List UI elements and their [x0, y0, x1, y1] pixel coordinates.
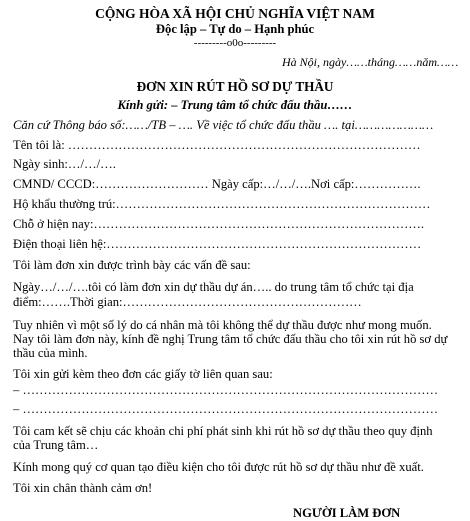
paragraph-2-line-1: Tuy nhiên vì một số lý do cá nhân mà tôi không thể dự thầu được như mong muốn.: [13, 318, 432, 332]
paragraph-3-line-2: của Trung tâm…: [13, 438, 99, 452]
attachments-intro: Tôi xin gửi kèm theo đơn các giấy tờ liên quan sau:: [13, 367, 273, 381]
intro-line: Tôi làm đơn xin được trình bày các vấn đề sau:: [13, 258, 251, 272]
nation-header: CỘNG HÒA XÃ HỘI CHỦ NGHĨA VIỆT NAM: [95, 6, 375, 21]
basis-line: Căn cứ Thông báo số:……/TB – …. Về việc tổ chức đấu thầu …. tại…………………: [13, 118, 434, 132]
attachment-line-2: – ………………………………………………………………………………………: [13, 402, 439, 416]
separator: ---------o0o---------: [193, 37, 277, 49]
signer-label: NGƯỜI LÀM ĐƠN: [293, 506, 401, 520]
paragraph-5: Tôi xin chân thành cảm ơn!: [13, 481, 153, 495]
field-residence: Hộ khẩu thường trú:…………………………………………………………………: [13, 197, 431, 211]
paragraph-1-line-1: Ngày…/…/….tôi có làm đơn xin dự thầu dự án….. do trung tâm tổ chức tại địa: [13, 280, 414, 294]
recipient: Kính gửi: – Trung tâm tổ chức đấu thầu……: [117, 98, 353, 112]
field-phone: Điện thoại liên hệ:…………………………………………………………………: [13, 237, 422, 251]
paragraph-2-line-2: Nay tôi làm đơn này, kính đề nghị Trung tâm tổ chức đấu thầu cho tôi xin rút hồ sơ dự: [13, 332, 448, 346]
form-title: ĐƠN XIN RÚT HỒ SƠ DỰ THẦU: [136, 79, 334, 94]
paragraph-4: Kính mong quý cơ quan tạo điều kiện cho tôi được rút hồ sơ dự thầu như đề xuất.: [13, 460, 424, 474]
field-id: CMND/ CCCD:……………………… Ngày cấp:…/…/….Nơi cấp:…………….: [13, 177, 421, 191]
paragraph-3-line-1: Tôi cam kết sẽ chịu các khoản chi phí phát sinh khi rút hồ sơ dự thầu theo quy định: [13, 424, 433, 438]
paragraph-1-line-2: điểm:…….Thời gian:…………………………………………………: [13, 295, 362, 309]
place-date: Hà Nội, ngày……tháng……năm……: [282, 55, 459, 69]
field-current-address: Chỗ ở hiện nay:…………………………………………………………………….: [13, 217, 425, 231]
motto: Độc lập – Tự do – Hạnh phúc: [155, 22, 315, 36]
field-dob: Ngày sinh:…/…/….: [13, 157, 116, 171]
paragraph-2-line-3: thầu của mình.: [13, 346, 88, 360]
field-name: Tên tôi là: …………………………………………………………………………: [13, 138, 421, 152]
attachment-line-1: – ………………………………………………………………………………………: [13, 383, 439, 397]
